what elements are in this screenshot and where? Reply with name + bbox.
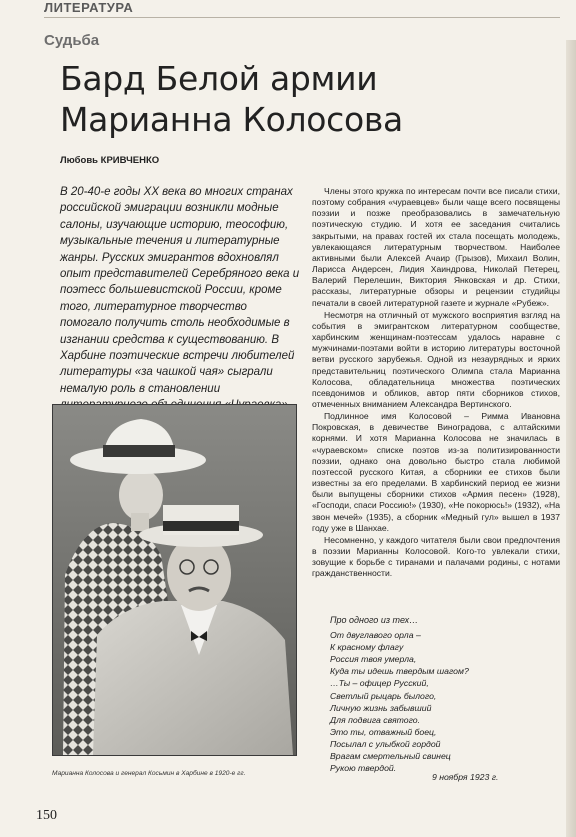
header-divider (44, 17, 560, 18)
poem-line: Для подвига святого. (330, 714, 421, 725)
body-paragraph: Несмотря на отличный от мужского восприятия взгляд на события в эмигрантском литературном сообществе, харбинским женщинам-поэтессам удалось наравне с мужчинами-поэтами войти в историю литературы восточной ветви русского зарубежья. Одной из незаурядных и ярких представительниц поэтического Олимпа стала Марианна Колосова, обладательница множества поэтических псевдонимов и обликов, автор пяти сборников стихов, отмеченных вниманием Александра Вертинского. (312, 309, 560, 409)
poem-line: Посылал с улыбкой гордой (330, 738, 441, 749)
adjacent-page-edge (566, 40, 576, 837)
poem-line: …Ты – офицер Русский, (330, 678, 429, 689)
body-paragraph: Несомненно, у каждого читателя были свои предпочтения в поэзии Марианны Колосовой. Кого-то увлекали стихи, зовущие к борьбе с тиранами и палачами родины, с нотами гражданственности. (312, 534, 560, 579)
poem-title: Про одного из тех… (330, 615, 419, 625)
poem-line: Это ты, отважный боец, (330, 726, 437, 737)
photo-illustration (53, 405, 296, 755)
poem-line: Врагам смертельный свинец (330, 751, 451, 762)
photo-caption: Марианна Колосова и генерал Косьмин в Харбине в 1920-е гг. (52, 770, 246, 777)
article-lead: В 20-40-е годы XX века во многих странах российской эмиграции возникли модные салоны, изучающие историю, теософию, музыкальные течения и литературные жанры. Русских эмигрантов вдохновлял опыт представителей Серебряного века и поэтесс большевистской России, кроме того, литературное творчество помогало получить столь необходимые в изгнании средства к существованию. В Харбине поэтические встречи любителей литературы «за чашкой чая» сыграли немалую роль в становлении (60, 186, 300, 395)
poem-line: Россия твоя умерла, (330, 654, 417, 665)
poem-line: К красному флагу (330, 642, 404, 653)
poem-block (330, 614, 530, 774)
section-label: Судьба (44, 32, 100, 49)
poem-line: Куда ты идешь твердым шагом? (330, 666, 469, 677)
poem-line: Личную жизнь забывший (330, 702, 432, 713)
article-title: Бард Белой армии Марианна Колосова (60, 59, 403, 139)
body-paragraph: Подлинное имя Колосовой – Римма Ивановна Покровская, в девичестве Виноградова, с алтайскими корнями. И хотя Марианна Колосова не значилась в «чураевском» списке поэтов из-за политизированности поэзии, однако она довольно быстро стала любимой поэтессой русского Китая, а сборники ее стихов были известны за его пределами. В харбинский период ее жизни были выпущены сборники стихов «Армия песен» (1928), «Господи, спаси Россию!» (1930), «Не покорюсь!» (1932), «На звон мечей» (1935), а сборник «Медный гул» вышел в 1937 году уже в Шанхае. (312, 411, 560, 533)
poem-date: 9 ноября 1923 г. (432, 772, 499, 782)
article-body (312, 186, 560, 580)
rubric-label: ЛИТЕРАТУРА (44, 0, 134, 15)
historical-photo (52, 404, 297, 756)
article-author: Любовь КРИВЧЕНКО (60, 155, 160, 166)
poem-line: Светлый рыцарь былого, (330, 690, 437, 701)
body-paragraph: Члены этого кружка по интересам почти все писали стихи, поэтому собрания «чураевцев» были чаще всего посвящены поэзии и позже преобразовались в замечательную поэтическую студию. И хотя ее заседания считались закрытыми, на правах гостей их стала посещать молодежь, увлекающаяся литературным творчеством. Наиболее активными были Алексей Ачаир (Грызов), Михаил Волин, Ларисса Андерсен, Лидия Хаиндрова, Николай Петерец, Валерий Перелешин, Виктория Янковская и др. Стихи, рассказы, литературные обзоры и рецензии студийцы печатали в своей литературной газете и журнале «Рубеж». (312, 186, 560, 308)
page-number: 150 (36, 808, 57, 823)
poem-line: Рукою твердой. (330, 763, 397, 774)
poem-line: От двуглавого орла – (330, 630, 421, 641)
